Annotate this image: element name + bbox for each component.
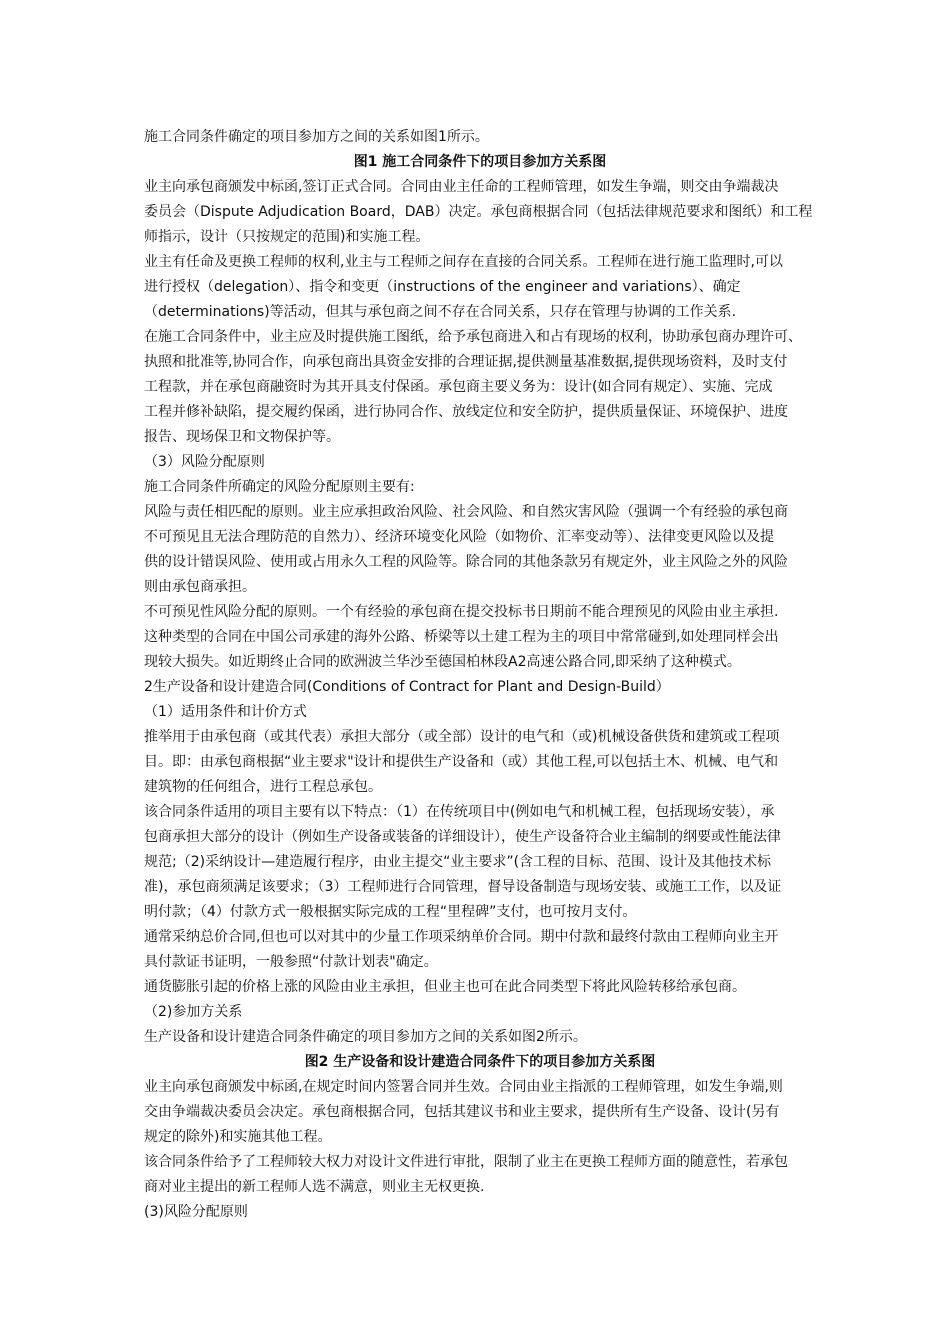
text-line: 规定的除外)和实施其他工程。 [144,1129,332,1145]
text-line: （determinations)等活动，但其与承包商之间不存在合同关系，只存在管理与协调的工作关系. [144,304,737,320]
text-line: 通货膨胀引起的价格上涨的风险由业主承担，但业主也可在此合同类型下将此风险转移给承包商。 [144,979,746,995]
text-line: 施工合同条件所确定的风险分配原则主要有: [144,479,415,495]
text-line: 施工合同条件确定的项目参加方之间的关系如图1所示。 [144,129,489,145]
text-line: 供的设计错误风险、使用或占用永久工程的风险等。除合同的其他条款另有规定外，业主风险之外的风险 [144,554,788,570]
text-line: 师指示，设计（只按规定的范围)和实施工程。 [144,229,430,245]
text-line: 商对业主提出的新工程师人选不满意，则业主无权更换. [144,1179,485,1195]
text-line: 风险与责任相匹配的原则。业主应承担政治风险、社会风险、和自然灾害风险（强调一个有经验的承包商 [144,504,788,520]
text-line: 在施工合同条件中，业主应及时提供施工图纸，给予承包商进入和占有现场的权利，协助承包商办理许可、 [144,329,802,345]
text-line: 执照和批准等,协同合作，向承包商出具资金安排的合理证据,提供测量基准数据,提供现场资料，及时支付 [144,354,788,370]
text-line: 业主向承包商颁发中标函,在规定时间内签署合同并生效。合同由业主指派的工程师管理，如发生争端,则 [144,1079,783,1095]
text-line: 生产设备和设计建造合同条件确定的项目参加方之间的关系如图2所示。 [144,1029,587,1045]
text-line: 具付款证书证明，一般参照“付款计划表"确定。 [144,954,438,970]
text-line: 该合同条件适用的项目主要有以下特点：（1）在传统项目中(例如电气和机械工程，包括现场安装），承 [144,804,775,820]
text-line: （1）适用条件和计价方式 [144,704,307,720]
text-line: 工程并修补缺陷，提交履约保函，进行协同合作、放线定位和安全防护，提供质量保证、环境保护、进度 [144,404,788,420]
text-line: 委员会（Dispute Adjudication Board，DAB）决定。承包商根据合同（包括法律规范要求和图纸）和工程 [144,204,813,220]
text-line: 不可预见性风险分配的原则。一个有经验的承包商在提交投标书日期前不能合理预见的风险由业主承担. [144,604,779,620]
text-line: 推举用于由承包商（或其代表）承担大部分（或全部）设计的电气和（或)机械设备供货和建筑或工程项 [144,729,780,745]
text-line: 则由承包商承担。 [144,579,256,595]
text-line: 通常采纳总价合同,但也可以对其中的少量工作项采纳单价合同。期中付款和最终付款由工程师向业主开 [144,929,779,945]
document-body [144,125,816,1225]
text-line: 交由争端裁决委员会决定。承包商根据合同，包括其建议书和业主要求，提供所有生产设备、设计(另有 [144,1104,780,1120]
text-line: 业主有任命及更换工程师的权利,业主与工程师之间存在直接的合同关系。工程师在进行施工监理时,可以 [144,254,783,270]
text-line: 不可预见且无法合理防范的自然力）、经济环境变化风险（如物价、汇率变动等）、法律变更风险以及提 [144,529,774,545]
text-line: 目。即：由承包商根据“业主要求"设计和提供生产设备和（或）其他工程,可以包括土木、机械、电气和 [144,754,779,770]
text-line: 规范;（2)采纳设计—建造履行程序，由业主提交“业主要求”(含工程的目标、范围、设计及其他技术标 [144,854,772,870]
text-line: 报告、现场保卫和文物保护等。 [144,429,340,445]
text-line: 业主向承包商颁发中标函,签订正式合同。合同由业主任命的工程师管理，如发生争端，则交由争端裁决 [144,179,779,195]
text-line: 明付款；（4）付款方式一般根据实际完成的工程“里程碑”支付，也可按月支付。 [144,904,637,920]
text-line: 2生产设备和设计建造合同(Conditions of Contract for Plant and Design-Build） [144,679,670,695]
text-line: 这种类型的合同在中国公司承建的海外公路、桥梁等以土建工程为主的项目中常常碰到,如处理同样会出 [144,629,779,645]
figure-caption: 图2 生产设备和设计建造合同条件下的项目参加方关系图 [304,1054,656,1070]
text-line: 包商承担大部分的设计（例如生产设备或装备的详细设计），使生产设备符合业主编制的纲要或性能法律 [144,829,781,845]
text-line: 工程款，并在承包商融资时为其开具支付保函。承包商主要义务为：设计(如合同有规定）、实施、完成 [144,379,773,395]
text-line: (3)风险分配原则 [144,1204,248,1220]
text-line: 该合同条件给予了工程师较大权力对设计文件进行审批，限制了业主在更换工程师方面的随意性，若承包 [144,1154,788,1170]
figure-caption: 图1 施工合同条件下的项目参加方关系图 [353,154,607,170]
text-line: 进行授权（delegation）、指令和变更（instructions of the engineer and variations）、确定 [144,279,741,295]
text-line: 现较大损失。如近期终止合同的欧洲波兰华沙至德国柏林段A2高速公路合同,即采纳了这种模式。 [144,654,741,670]
text-line: （3）风险分配原则 [144,454,265,470]
text-line: （2)参加方关系 [144,1004,243,1020]
text-line: 准)，承包商须满足该要求；（3）工程师进行合同管理，督导设备制造与现场安装、或施工工作，以及证 [144,879,782,895]
text-line: 建筑物的任何组合，进行工程总承包。 [144,779,382,795]
